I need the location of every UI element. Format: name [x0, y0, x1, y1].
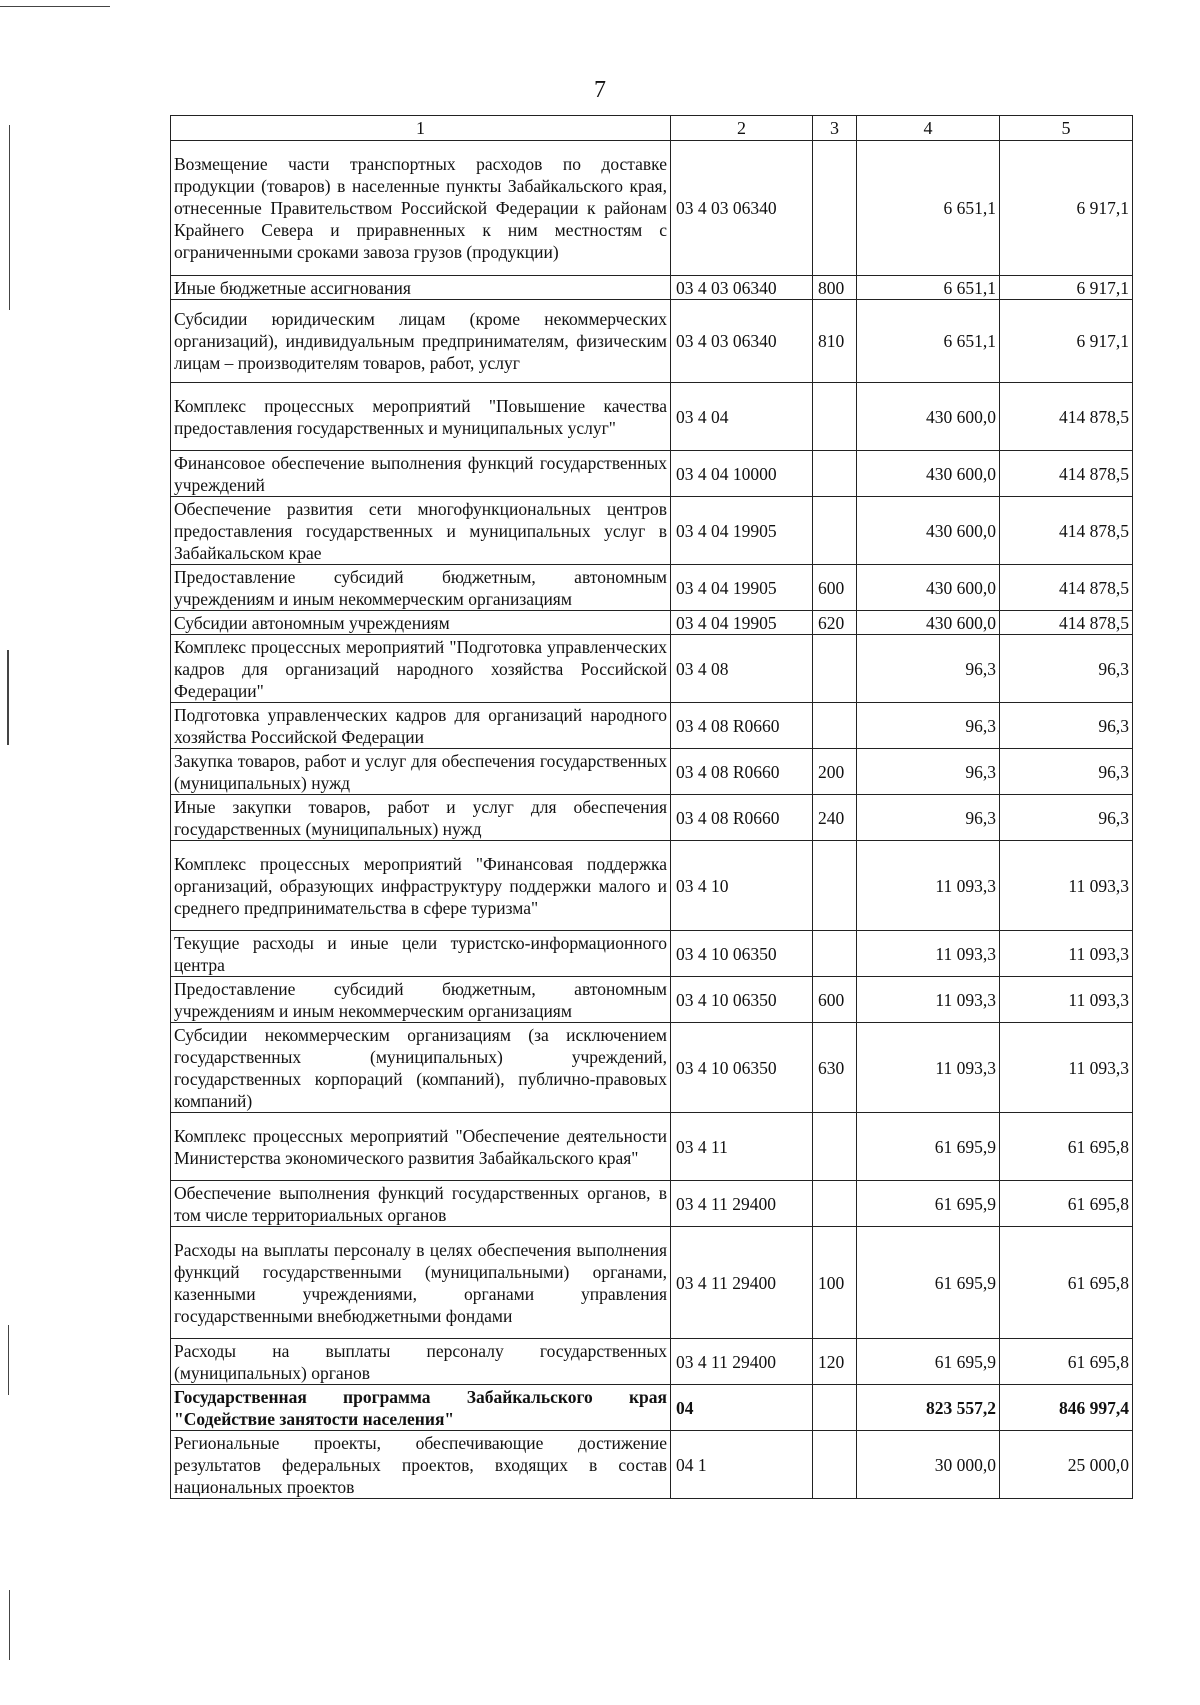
row-expense-type-cell	[813, 1385, 857, 1431]
row-code-cell: 03 4 03 06340	[671, 276, 813, 300]
row-expense-type-cell: 200	[813, 749, 857, 795]
row-sum-2-cell: 96,3	[1000, 703, 1133, 749]
row-expense-type-cell: 630	[813, 1023, 857, 1113]
row-name-cell: Предоставление субсидий бюджетным, автономным учреждениям и иным некоммерческим организациям	[171, 565, 671, 611]
row-sum-1-cell: 430 600,0	[857, 611, 1000, 635]
row-sum-1-cell: 30 000,0	[857, 1431, 1000, 1499]
row-code-cell: 03 4 11	[671, 1113, 813, 1181]
row-name-cell: Финансовое обеспечение выполнения функций государственных учреждений	[171, 451, 671, 497]
row-name-cell: Обеспечение выполнения функций государственных органов, в том числе территориальных органов	[171, 1181, 671, 1227]
table-row	[171, 977, 1133, 1023]
row-sum-2-cell: 25 000,0	[1000, 1431, 1133, 1499]
table-row	[171, 1023, 1133, 1113]
table-row	[171, 1181, 1133, 1227]
row-name-cell: Субсидии автономным учреждениям	[171, 611, 671, 635]
row-name-cell: Расходы на выплаты персоналу государственных (муниципальных) органов	[171, 1339, 671, 1385]
table-row	[171, 1431, 1133, 1499]
row-name-cell: Комплекс процессных мероприятий "Подготовка управленческих кадров для организаций народного хозяйства Российской Федерации"	[171, 635, 671, 703]
table-row	[171, 1113, 1133, 1181]
row-sum-1-cell: 430 600,0	[857, 451, 1000, 497]
row-sum-1-cell: 11 093,3	[857, 841, 1000, 931]
row-sum-1-cell: 6 651,1	[857, 300, 1000, 383]
row-expense-type-cell	[813, 141, 857, 276]
row-sum-2-cell: 11 093,3	[1000, 841, 1133, 931]
row-expense-type-cell	[813, 931, 857, 977]
row-sum-2-cell: 61 695,8	[1000, 1181, 1133, 1227]
row-expense-type-cell	[813, 635, 857, 703]
row-sum-1-cell: 96,3	[857, 703, 1000, 749]
table-row	[171, 276, 1133, 300]
column-header-name: 1	[171, 116, 671, 141]
row-sum-1-cell: 430 600,0	[857, 565, 1000, 611]
row-expense-type-cell	[813, 383, 857, 451]
row-code-cell: 03 4 03 06340	[671, 300, 813, 383]
table-row	[171, 383, 1133, 451]
row-expense-type-cell: 800	[813, 276, 857, 300]
row-sum-1-cell: 61 695,9	[857, 1339, 1000, 1385]
row-name-cell: Субсидии юридическим лицам (кроме некоммерческих организаций), индивидуальным предпринимателям, физическим лицам – производителям товаров, работ, услуг	[171, 300, 671, 383]
row-expense-type-cell: 600	[813, 977, 857, 1023]
column-header-code: 2	[671, 116, 813, 141]
row-expense-type-cell: 620	[813, 611, 857, 635]
column-header-sum-2: 5	[1000, 116, 1133, 141]
row-name-cell: Комплекс процессных мероприятий "Финансовая поддержка организаций, образующих инфраструктуру поддержки малого и среднего предпринимательства в сфере туризма"	[171, 841, 671, 931]
row-sum-1-cell: 96,3	[857, 795, 1000, 841]
page-number: 7	[594, 77, 606, 103]
table-row	[171, 1385, 1133, 1431]
row-expense-type-cell: 810	[813, 300, 857, 383]
row-code-cell: 03 4 04 19905	[671, 565, 813, 611]
row-name-cell: Региональные проекты, обеспечивающие достижение результатов федеральных проектов, входящих в состав национальных проектов	[171, 1431, 671, 1499]
row-expense-type-cell	[813, 841, 857, 931]
scan-edge-line-left-3	[8, 1325, 9, 1395]
row-expense-type-cell	[813, 1181, 857, 1227]
row-name-cell: Расходы на выплаты персоналу в целях обеспечения выполнения функций государственными (муниципальными) органами, казенными учреждениями, органами управления государственными внебюджетными фондами	[171, 1227, 671, 1339]
row-expense-type-cell: 120	[813, 1339, 857, 1385]
row-code-cell: 03 4 10 06350	[671, 1023, 813, 1113]
row-expense-type-cell	[813, 703, 857, 749]
row-code-cell: 03 4 08 R0660	[671, 795, 813, 841]
row-name-cell: Государственная программа Забайкальского края "Содействие занятости населения"	[171, 1385, 671, 1431]
row-sum-2-cell: 11 093,3	[1000, 1023, 1133, 1113]
table-row	[171, 451, 1133, 497]
row-code-cell: 03 4 11 29400	[671, 1339, 813, 1385]
table-row	[171, 703, 1133, 749]
row-name-cell: Иные бюджетные ассигнования	[171, 276, 671, 300]
row-sum-2-cell: 414 878,5	[1000, 451, 1133, 497]
row-name-cell: Текущие расходы и иные цели туристско-информационного центра	[171, 931, 671, 977]
row-sum-2-cell: 96,3	[1000, 635, 1133, 703]
table-row	[171, 841, 1133, 931]
row-code-cell: 03 4 08	[671, 635, 813, 703]
table-row	[171, 1227, 1133, 1339]
table-row	[171, 300, 1133, 383]
row-sum-2-cell: 96,3	[1000, 749, 1133, 795]
row-code-cell: 03 4 04 19905	[671, 497, 813, 565]
row-sum-1-cell: 823 557,2	[857, 1385, 1000, 1431]
row-code-cell: 03 4 04 10000	[671, 451, 813, 497]
row-sum-2-cell: 414 878,5	[1000, 383, 1133, 451]
row-name-cell: Иные закупки товаров, работ и услуг для обеспечения государственных (муниципальных) нужд	[171, 795, 671, 841]
column-header-sum-1: 4	[857, 116, 1000, 141]
row-code-cell: 03 4 08 R0660	[671, 749, 813, 795]
row-sum-1-cell: 96,3	[857, 635, 1000, 703]
scan-edge-line-top	[0, 6, 110, 7]
row-sum-1-cell: 96,3	[857, 749, 1000, 795]
row-sum-1-cell: 6 651,1	[857, 141, 1000, 276]
table-row	[171, 749, 1133, 795]
row-expense-type-cell: 600	[813, 565, 857, 611]
row-expense-type-cell: 100	[813, 1227, 857, 1339]
row-expense-type-cell	[813, 497, 857, 565]
row-sum-2-cell: 61 695,8	[1000, 1227, 1133, 1339]
row-code-cell: 03 4 04	[671, 383, 813, 451]
table-row	[171, 635, 1133, 703]
row-code-cell: 04	[671, 1385, 813, 1431]
row-sum-1-cell: 61 695,9	[857, 1227, 1000, 1339]
row-code-cell: 03 4 10 06350	[671, 977, 813, 1023]
table-row	[171, 141, 1133, 276]
row-sum-1-cell: 6 651,1	[857, 276, 1000, 300]
row-sum-2-cell: 61 695,8	[1000, 1339, 1133, 1385]
table-row	[171, 931, 1133, 977]
column-header-expense-type: 3	[813, 116, 857, 141]
scan-edge-line-left-1	[9, 125, 10, 310]
row-sum-2-cell: 61 695,8	[1000, 1113, 1133, 1181]
row-sum-1-cell: 11 093,3	[857, 1023, 1000, 1113]
row-name-cell: Комплекс процессных мероприятий "Повышение качества предоставления государственных и муниципальных услуг"	[171, 383, 671, 451]
row-code-cell: 03 4 04 19905	[671, 611, 813, 635]
scan-edge-line-left-2	[7, 650, 9, 745]
row-sum-1-cell: 11 093,3	[857, 977, 1000, 1023]
row-sum-2-cell: 11 093,3	[1000, 931, 1133, 977]
row-name-cell: Закупка товаров, работ и услуг для обеспечения государственных (муниципальных) нужд	[171, 749, 671, 795]
row-code-cell: 03 4 08 R0660	[671, 703, 813, 749]
row-code-cell: 04 1	[671, 1431, 813, 1499]
row-sum-2-cell: 6 917,1	[1000, 300, 1133, 383]
row-sum-2-cell: 414 878,5	[1000, 565, 1133, 611]
row-name-cell: Комплекс процессных мероприятий "Обеспечение деятельности Министерства экономического развития Забайкальского края"	[171, 1113, 671, 1181]
row-name-cell: Обеспечение развития сети многофункциональных центров предоставления государственных и муниципальных услуг в Забайкальском крае	[171, 497, 671, 565]
row-expense-type-cell	[813, 1113, 857, 1181]
row-sum-1-cell: 61 695,9	[857, 1181, 1000, 1227]
row-sum-2-cell: 846 997,4	[1000, 1385, 1133, 1431]
row-name-cell: Подготовка управленческих кадров для организаций народного хозяйства Российской Федерации	[171, 703, 671, 749]
row-code-cell: 03 4 03 06340	[671, 141, 813, 276]
row-sum-2-cell: 96,3	[1000, 795, 1133, 841]
table-row	[171, 795, 1133, 841]
row-expense-type-cell	[813, 1431, 857, 1499]
row-sum-1-cell: 430 600,0	[857, 383, 1000, 451]
table-row	[171, 1339, 1133, 1385]
budget-table-body	[171, 116, 1133, 1499]
table-header-row	[171, 116, 1133, 141]
row-name-cell: Предоставление субсидий бюджетным, автономным учреждениям и иным некоммерческим организациям	[171, 977, 671, 1023]
row-sum-1-cell: 61 695,9	[857, 1113, 1000, 1181]
row-code-cell: 03 4 11 29400	[671, 1181, 813, 1227]
row-expense-type-cell	[813, 451, 857, 497]
row-name-cell: Субсидии некоммерческим организациям (за исключением государственных (муниципальных) учреждений, государственных корпораций (компаний), публично-правовых компаний)	[171, 1023, 671, 1113]
row-code-cell: 03 4 10 06350	[671, 931, 813, 977]
row-name-cell: Возмещение части транспортных расходов по доставке продукции (товаров) в населенные пункты Забайкальского края, отнесенные Правительством Российской Федерации к районам Крайнего Севера и приравненных к ним местностям с ограниченными сроками завоза грузов (продукции)	[171, 141, 671, 276]
table-row	[171, 565, 1133, 611]
row-expense-type-cell: 240	[813, 795, 857, 841]
budget-table	[170, 115, 1133, 1499]
row-sum-2-cell: 414 878,5	[1000, 497, 1133, 565]
scan-edge-line-left-4	[9, 1590, 10, 1660]
table-row	[171, 497, 1133, 565]
row-sum-1-cell: 430 600,0	[857, 497, 1000, 565]
table-row	[171, 611, 1133, 635]
row-sum-2-cell: 11 093,3	[1000, 977, 1133, 1023]
row-code-cell: 03 4 10	[671, 841, 813, 931]
row-code-cell: 03 4 11 29400	[671, 1227, 813, 1339]
row-sum-2-cell: 414 878,5	[1000, 611, 1133, 635]
row-sum-2-cell: 6 917,1	[1000, 276, 1133, 300]
row-sum-1-cell: 11 093,3	[857, 931, 1000, 977]
row-sum-2-cell: 6 917,1	[1000, 141, 1133, 276]
